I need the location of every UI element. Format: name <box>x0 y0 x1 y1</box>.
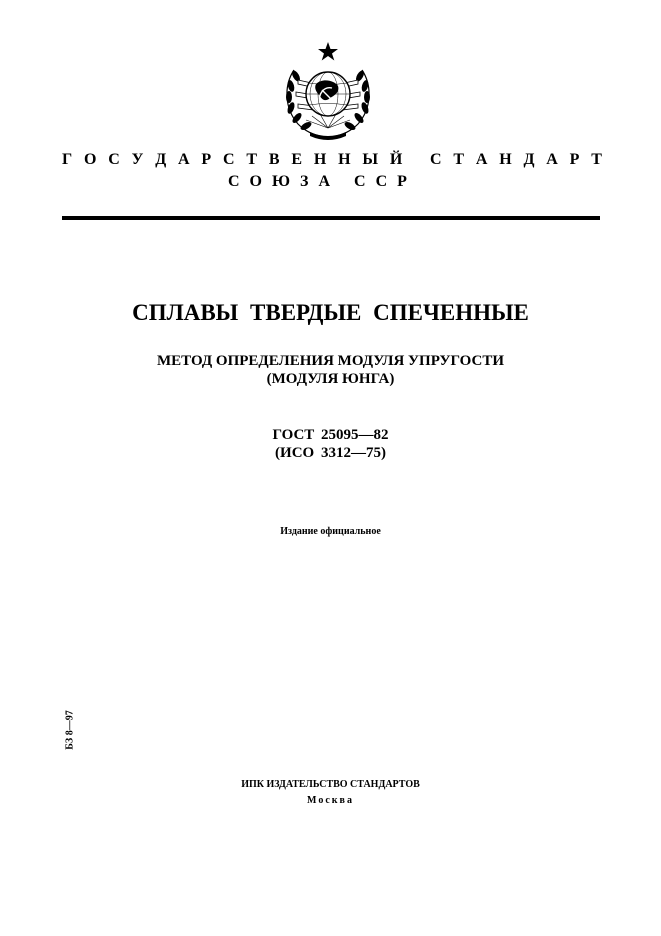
ussr-coat-of-arms-icon <box>276 40 380 144</box>
header-divider <box>62 216 600 220</box>
publisher-city: Москва <box>307 795 354 806</box>
header-letter: Н <box>338 151 351 168</box>
header-letter: Ы <box>362 151 379 168</box>
header-letter: А <box>546 151 558 168</box>
header-letter: Т <box>453 151 465 168</box>
header-letter: Й <box>389 151 403 168</box>
publisher-name: ИПК ИЗДАТЕЛЬСТВО СТАНДАРТОВ <box>241 779 420 790</box>
side-code: БЗ 8—97 <box>64 710 76 750</box>
header-state-standard <box>62 150 602 170</box>
iso-number: (ИСО 3312—75) <box>275 445 386 461</box>
header-letter: Д <box>155 151 167 168</box>
subtitle-line: (МОДУЛЯ ЮНГА) <box>266 371 395 387</box>
gost-number: ГОСТ 25095—82 <box>272 427 389 443</box>
header-letter: С <box>223 151 235 168</box>
header-letter: Н <box>313 151 327 168</box>
header-space <box>414 150 418 170</box>
header-letter: Т <box>591 151 602 168</box>
header-letter: Н <box>499 151 512 168</box>
header-letter: Е <box>291 151 303 168</box>
header-letter: Р <box>569 151 580 168</box>
header-letter: У <box>131 151 144 168</box>
header-ussr: СОЮЗА ССР <box>228 173 417 190</box>
header-letter: Г <box>62 151 73 168</box>
header-letter: О <box>84 151 97 168</box>
header-letter: Р <box>201 151 212 168</box>
header-letter: Д <box>523 151 535 168</box>
header-letter: А <box>475 151 488 168</box>
document-subtitle <box>0 352 661 388</box>
header-letter: С <box>108 151 120 168</box>
edition-label: Издание официальное <box>280 526 381 537</box>
subtitle-line: МЕТОД ОПРЕДЕЛЕНИЯ МОДУЛЯ УПРУГОСТИ <box>156 353 505 369</box>
header-letter: С <box>429 151 442 168</box>
standard-number <box>0 426 661 462</box>
header-letter: Т <box>246 151 258 168</box>
header-letter: В <box>268 151 280 168</box>
header-letter: А <box>178 151 190 168</box>
document-title: СПЛАВЫ ТВЕРДЫЕ СПЕЧЕННЫЕ <box>132 300 529 325</box>
